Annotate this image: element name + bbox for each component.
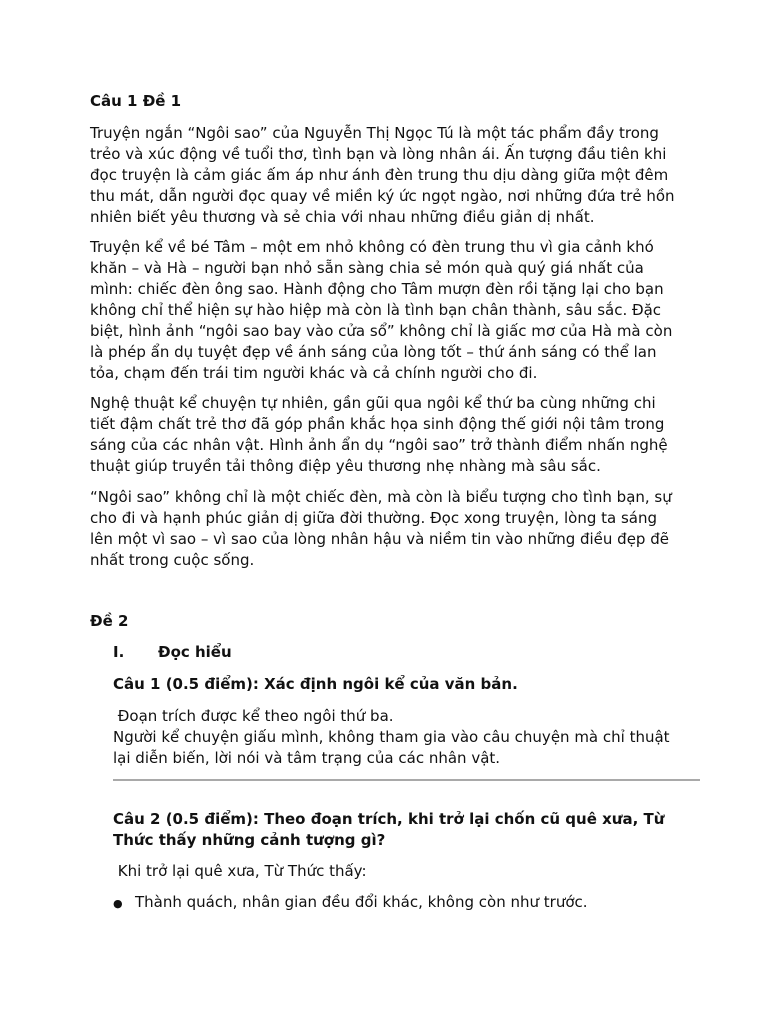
text-line: lên một vì sao – vì sao của lòng nhân hậu và niềm tin vào những điều đẹp đẽ [90,530,669,548]
de2-title: Đề 2 [90,612,129,630]
text-line: Người kể chuyện giấu mình, không tham gia vào câu chuyện mà chỉ thuật [113,728,670,746]
question-1-answer [113,706,670,769]
bullet-icon: ● [113,897,123,910]
de1-paragraph-4 [90,487,672,571]
text-line: cho đi và hạnh phúc giản dị giữa đời thường. Đọc xong truyện, lòng ta sáng [90,509,657,527]
question-2-title [113,809,664,851]
horizontal-divider [113,779,700,781]
text-line: là phép ẩn dụ tuyệt đẹp về ánh sáng của lòng tốt – thứ ánh sáng có thể lan [90,343,657,361]
text-line: Thức thấy những cảnh tượng gì? [113,831,386,849]
text-line: sáng của các nhân vật. Hình ảnh ẩn dụ “ngôi sao” trở thành điểm nhấn nghệ [90,436,668,454]
de1-title: Câu 1 Đề 1 [90,92,182,110]
text-line: biệt, hình ảnh “ngôi sao bay vào cửa sổ” không chỉ là giấc mơ của Hà mà còn [90,322,673,340]
de1-paragraph-3 [90,393,668,477]
text-line: Truyện kể về bé Tâm – một em nhỏ không có đèn trung thu vì gia cảnh khó [90,238,654,256]
section-title: Đọc hiểu [158,643,232,661]
list-item-text: Thành quách, nhân gian đều đổi khác, không còn như trước. [135,893,588,911]
text-line: “Ngôi sao” không chỉ là một chiếc đèn, mà còn là biểu tượng cho tình bạn, sự [90,488,672,506]
text-line: Truyện ngắn “Ngôi sao” của Nguyễn Thị Ngọc Tú là một tác phẩm đầy trong [90,124,659,142]
text-line: trẻo và xúc động về tuổi thơ, tình bạn và lòng nhân ái. Ấn tượng đầu tiên khi [90,145,667,163]
section-number: I. [113,643,125,661]
question-1-title: Câu 1 (0.5 điểm): Xác định ngôi kể của văn bản. [113,675,518,693]
text-line: Câu 2 (0.5 điểm): Theo đoạn trích, khi trở lại chốn cũ quê xưa, Từ [113,810,665,828]
list-item [113,892,588,914]
text-line: Đoạn trích được kể theo ngôi thứ ba. [113,707,394,725]
text-line: Nghệ thuật kể chuyện tự nhiên, gần gũi qua ngôi kể thứ ba cùng những chi [90,394,656,412]
de1-paragraph-1 [90,123,675,228]
text-line: mình: chiếc đèn ông sao. Hành động cho Tâm mượn đèn rồi tặng lại cho bạn [90,280,664,298]
text-line: đọc truyện là cảm giác ấm áp như ánh đèn trung thu dịu dàng giữa một đêm [90,166,669,184]
text-line: khăn – và Hà – người bạn nhỏ sẵn sàng chia sẻ món quà quý giá nhất của [90,259,644,277]
text-line: lại diễn biến, lời nói và tâm trạng của các nhân vật. [113,749,501,767]
question-2-intro: Khi trở lại quê xưa, Từ Thức thấy: [113,862,367,880]
text-line: không chỉ thể hiện sự hào hiệp mà còn là tình bạn chân thành, sâu sắc. Đặc [90,301,662,319]
text-line: nhiên biết yêu thương và sẻ chia với nhau những điều giản dị nhất. [90,208,595,226]
text-line: nhất trong cuộc sống. [90,551,255,569]
text-line: thu mát, dẫn người đọc quay về miền ký ức ngọt ngào, nơi những đứa trẻ hồn [90,187,675,205]
text-line: tỏa, chạm đến trái tim người khác và cả chính người cho đi. [90,364,538,382]
section-heading [113,643,232,661]
text-line: thuật giúp truyền tải thông điệp yêu thương nhẹ nhàng mà sâu sắc. [90,457,601,475]
de1-paragraph-2 [90,237,672,384]
text-line: tiết đậm chất trẻ thơ đã góp phần khắc họa sinh động thế giới nội tâm trong [90,415,665,433]
